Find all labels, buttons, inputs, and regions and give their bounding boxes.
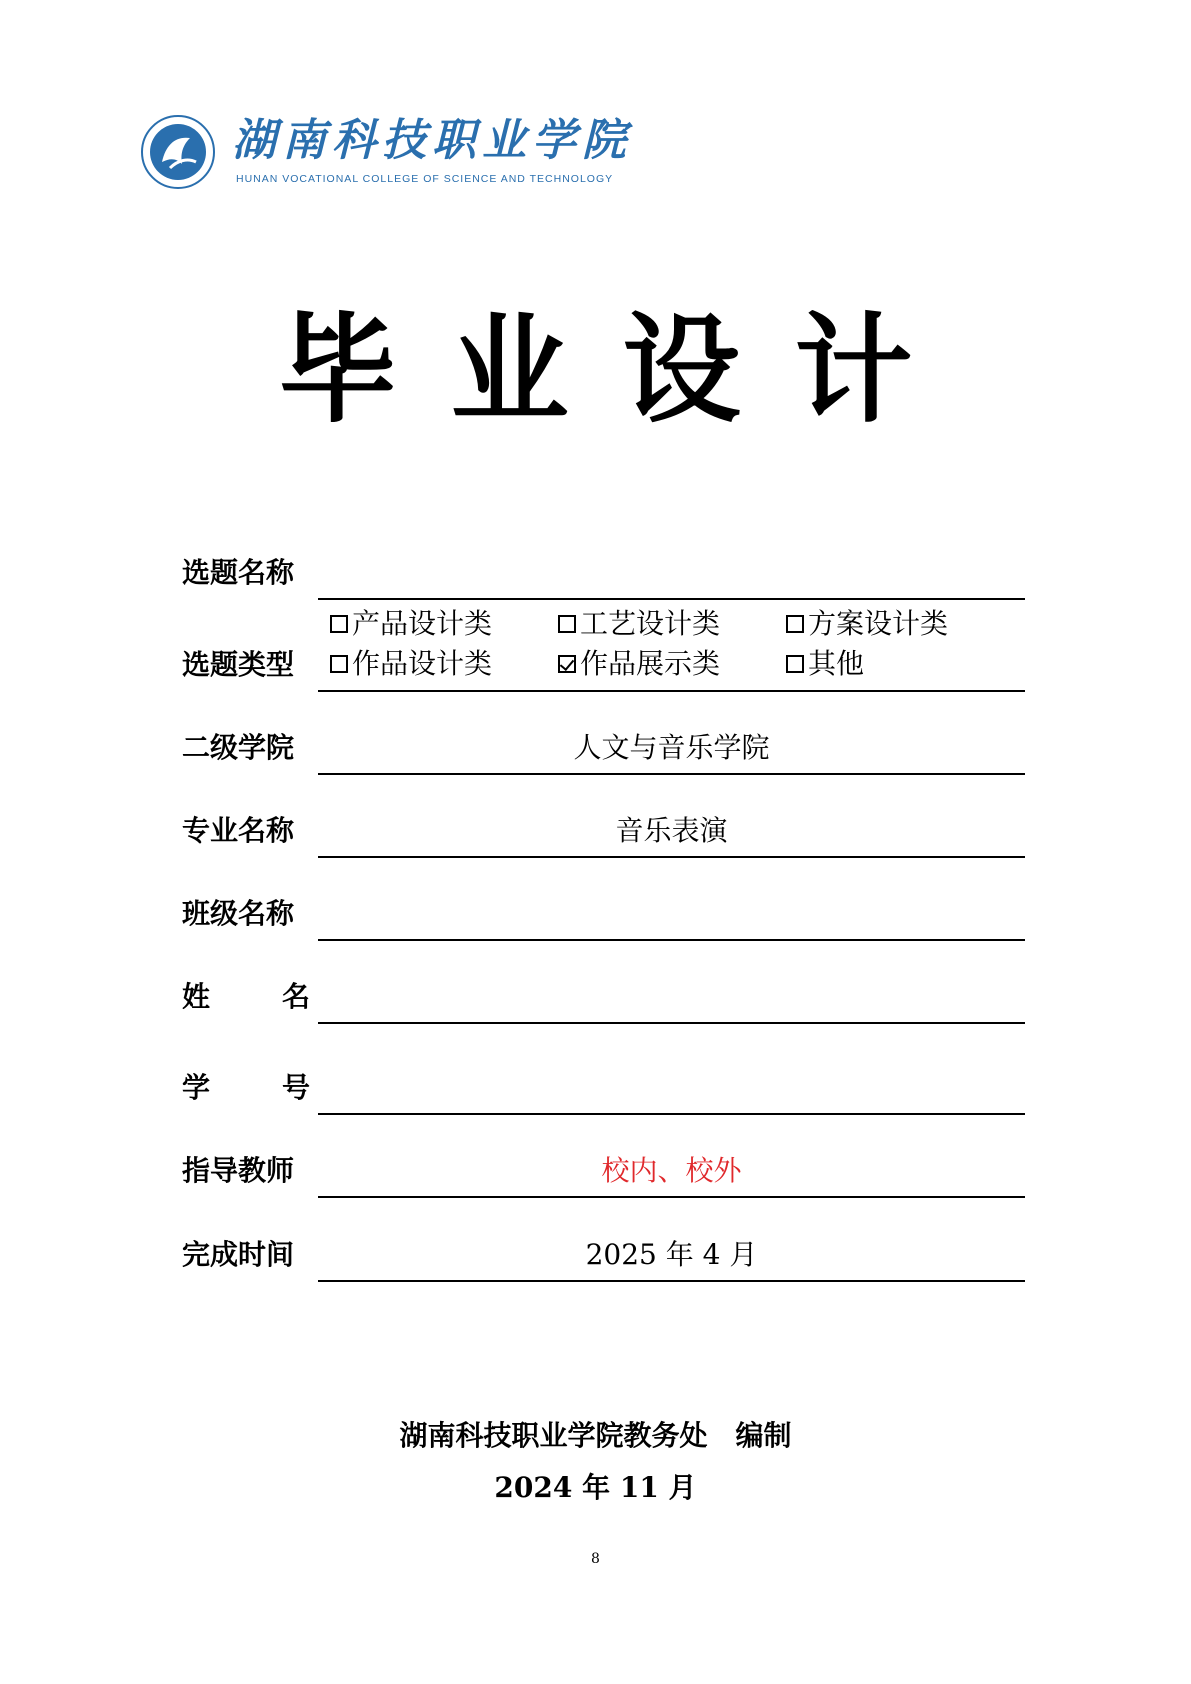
option-label: 工艺设计类 — [580, 607, 721, 640]
field-student-id[interactable] — [318, 1061, 1025, 1115]
checkbox-work-design[interactable] — [330, 655, 348, 673]
label-char: 学 — [182, 1071, 211, 1104]
checkbox-craft-design[interactable] — [558, 615, 576, 633]
row-advisor — [182, 1115, 1025, 1198]
row-major — [182, 775, 1025, 858]
checkbox-plan-design[interactable] — [786, 615, 804, 633]
option-plan-design[interactable] — [786, 606, 948, 642]
issue-date: 2024 年 11 月 — [494, 1471, 697, 1504]
option-label: 产品设计类 — [352, 607, 493, 640]
field-topic-name[interactable] — [318, 546, 1025, 600]
row-completion — [182, 1198, 1025, 1282]
checkbox-work-showcase[interactable] — [558, 655, 576, 673]
college-name-cn: 湖南科技职业学院 — [232, 115, 632, 166]
option-label: 作品展示类 — [580, 647, 721, 680]
label-student-id — [182, 1071, 310, 1105]
checkbox-product-design[interactable] — [330, 615, 348, 633]
label-completion: 完成时间 — [182, 1238, 295, 1271]
college-name-en: HUNAN VOCATIONAL COLLEGE OF SCIENCE AND TECHNOLOGY — [236, 173, 614, 185]
label-topic-name: 选题名称 — [182, 556, 295, 589]
value-advisor: 校内、校外 — [601, 1154, 742, 1187]
college-seal-icon — [140, 114, 216, 190]
document-title: 毕业设计 — [278, 301, 967, 439]
option-work-showcase[interactable] — [558, 646, 720, 682]
label-major: 专业名称 — [182, 814, 295, 847]
value-college: 人文与音乐学院 — [573, 731, 770, 764]
field-college[interactable] — [318, 721, 1025, 775]
value-completion: 2025 年 4 月 — [585, 1238, 758, 1271]
page-number: 8 — [591, 1551, 600, 1567]
issuer-line: 湖南科技职业学院教务处 编制 — [399, 1419, 792, 1452]
option-label: 其他 — [808, 647, 865, 680]
label-char: 名 — [281, 980, 310, 1013]
row-class-name — [182, 858, 1025, 941]
field-topic-type — [318, 598, 1025, 692]
field-class-name[interactable] — [318, 887, 1025, 941]
field-advisor[interactable] — [318, 1144, 1025, 1198]
row-topic-name — [182, 540, 1025, 600]
row-college — [182, 692, 1025, 775]
option-other[interactable] — [786, 646, 864, 682]
field-student-name[interactable] — [318, 970, 1025, 1024]
label-char: 号 — [281, 1071, 310, 1104]
row-topic-type — [182, 600, 1025, 692]
label-advisor: 指导教师 — [182, 1154, 295, 1187]
label-class-name: 班级名称 — [182, 897, 295, 930]
value-major: 音乐表演 — [615, 814, 728, 847]
label-college: 二级学院 — [182, 731, 295, 764]
college-logo — [140, 112, 632, 192]
field-completion[interactable] — [318, 1228, 1025, 1282]
label-topic-type: 选题类型 — [182, 648, 295, 681]
row-student-name — [182, 941, 1025, 1024]
field-major[interactable] — [318, 804, 1025, 858]
row-student-id — [182, 1024, 1025, 1115]
option-product-design[interactable] — [330, 606, 492, 642]
label-student-name — [182, 980, 310, 1014]
option-label: 方案设计类 — [808, 607, 949, 640]
label-char: 姓 — [182, 980, 211, 1013]
option-work-design[interactable] — [330, 646, 492, 682]
option-craft-design[interactable] — [558, 606, 720, 642]
checkbox-other[interactable] — [786, 655, 804, 673]
option-label: 作品设计类 — [352, 647, 493, 680]
